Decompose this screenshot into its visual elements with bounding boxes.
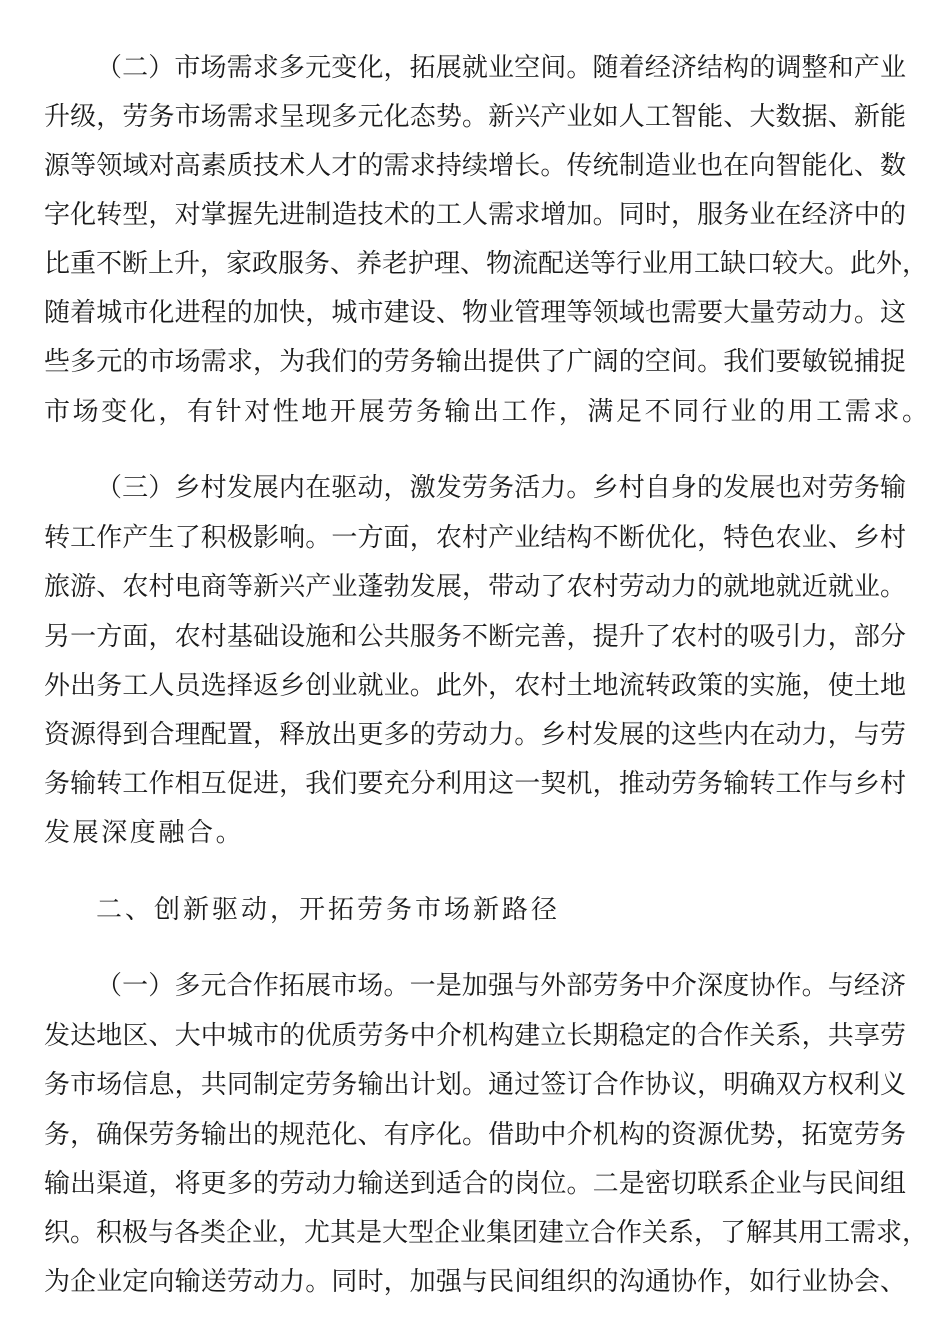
paragraph-1-line-1: （二）市场需求多元变化，拓展就业空间。随着经济结构的调整和产业 [96, 53, 906, 83]
paragraph-1-line-2: 升级，劳务市场需求呈现多元化态势。新兴产业如人工智能、大数据、新能 [44, 102, 906, 132]
paragraph-2-line-7: 务输转工作相互促进，我们要充分利用这一契机，推动劳务输转工作与乡村 [44, 769, 906, 799]
section-heading: 二、创新驱动，开拓劳务市场新路径 [96, 895, 561, 925]
paragraph-2-line-3: 旅游、农村电商等新兴产业蓬勃发展，带动了农村劳动力的就地就近就业。 [44, 572, 906, 602]
paragraph-3-line-2: 发达地区、大中城市的优质劳务中介机构建立长期稳定的合作关系，共享劳 [44, 1021, 906, 1051]
paragraph-2-line-1: （三）乡村发展内在驱动，激发劳务活力。乡村自身的发展也对劳务输 [96, 473, 906, 503]
paragraph-2-line-6: 资源得到合理配置，释放出更多的劳动力。乡村发展的这些内在动力，与劳 [44, 720, 906, 750]
paragraph-1-line-7: 些多元的市场需求，为我们的劳务输出提供了广阔的空间。我们要敏锐捕捉 [44, 347, 906, 377]
paragraph-1-line-8: 市场变化，有针对性地开展劳务输出工作，满足不同行业的用工需求。 [44, 397, 931, 427]
paragraph-1-line-3: 源等领域对高素质技术人才的需求持续增长。传统制造业也在向智能化、数 [44, 151, 906, 181]
paragraph-3-line-6: 织。积极与各类企业，尤其是大型企业集团建立合作关系，了解其用工需求， [44, 1218, 929, 1248]
paragraph-1-line-6: 随着城市化进程的加快，城市建设、物业管理等领域也需要大量劳动力。这 [44, 298, 906, 328]
paragraph-2-line-2: 转工作产生了积极影响。一方面，农村产业结构不断优化，特色农业、乡村 [44, 523, 906, 553]
paragraph-3-line-5: 输出渠道，将更多的劳动力输送到适合的岗位。二是密切联系企业与民间组 [44, 1169, 906, 1199]
paragraph-3-line-1: （一）多元合作拓展市场。一是加强与外部劳务中介深度协作。与经济 [96, 971, 906, 1001]
paragraph-2-line-5: 外出务工人员选择返乡创业就业。此外，农村土地流转政策的实施，使土地 [44, 671, 906, 701]
paragraph-3-line-4: 务，确保劳务输出的规范化、有序化。借助中介机构的资源优势，拓宽劳务 [44, 1120, 906, 1150]
paragraph-1-line-4: 字化转型，对掌握先进制造技术的工人需求增加。同时，服务业在经济中的 [44, 200, 906, 230]
paragraph-1-line-5: 比重不断上升，家政服务、养老护理、物流配送等行业用工缺口较大。此外， [44, 249, 929, 279]
paragraph-2-line-4: 另一方面，农村基础设施和公共服务不断完善，提升了农村的吸引力，部分 [44, 622, 906, 652]
paragraph-3-line-7: 为企业定向输送劳动力。同时，加强与民间组织的沟通协作，如行业协会、 [44, 1267, 906, 1297]
paragraph-3-line-3: 务市场信息，共同制定劳务输出计划。通过签订合作协议，明确双方权利义 [44, 1070, 906, 1100]
paragraph-2-line-8: 发展深度融合。 [44, 818, 245, 848]
